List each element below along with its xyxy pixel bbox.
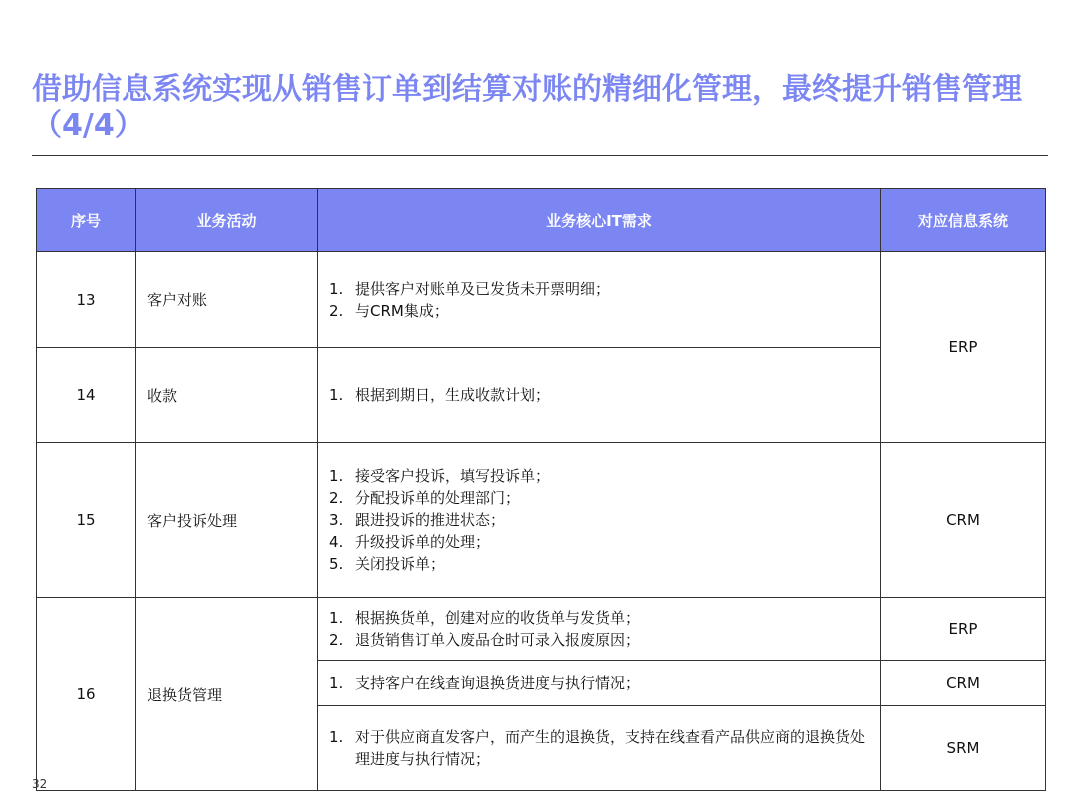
list-item: 3. 跟进投诉的推进状态； xyxy=(329,511,506,529)
list-item: 2. 与CRM集成； xyxy=(329,301,449,320)
header-seq: 序号 xyxy=(37,189,136,252)
list-item: 1. 对于供应商直发客户，而产生的退换货，支持在线查看产品供应商的退换货处理进度与执行情况； xyxy=(329,728,866,768)
table-row xyxy=(37,598,1046,661)
requirements-cell xyxy=(318,706,881,791)
requirements-cell xyxy=(318,348,881,443)
list-item: 1. 提供客户对账单及已发货未开票明细； xyxy=(329,279,611,298)
header-system: 对应信息系统 xyxy=(881,189,1046,252)
list-item: 2. 分配投诉单的处理部门； xyxy=(329,489,521,507)
system-cell: ERP xyxy=(881,598,1046,661)
seq-cell: 14 xyxy=(37,348,136,443)
system-cell: ERP xyxy=(881,252,1046,443)
list-item: 2. 退货销售订单入废品仓时可录入报废原因； xyxy=(329,631,641,649)
list-item: 1. 根据到期日，生成收款计划； xyxy=(329,386,551,404)
list-item: 4. 升级投诉单的处理； xyxy=(329,533,491,551)
table-row xyxy=(37,443,1046,598)
seq-cell: 13 xyxy=(37,252,136,348)
table-row xyxy=(37,252,1046,348)
requirements-cell xyxy=(318,661,881,706)
system-cell: CRM xyxy=(881,661,1046,706)
page-number: 32 xyxy=(32,777,48,791)
it-requirements-table xyxy=(36,188,1046,791)
list-item: 1. 支持客户在线查询退换货进度与执行情况； xyxy=(329,674,641,692)
requirements-cell xyxy=(318,252,881,348)
system-cell: SRM xyxy=(881,706,1046,791)
list-item: 1. 接受客户投诉，填写投诉单； xyxy=(329,467,551,485)
requirements-cell xyxy=(318,443,881,598)
activity-cell: 客户投诉处理 xyxy=(136,443,318,598)
activity-cell: 收款 xyxy=(136,348,318,443)
title-divider xyxy=(32,155,1048,156)
page-title: 借助信息系统实现从销售订单到结算对账的精细化管理，最终提升销售管理（4/4） xyxy=(32,72,1022,143)
system-cell: CRM xyxy=(881,443,1046,598)
activity-cell: 客户对账 xyxy=(136,252,318,348)
seq-cell: 16 xyxy=(37,598,136,791)
list-item: 1. 根据换货单，创建对应的收货单与发货单； xyxy=(329,609,641,627)
seq-cell: 15 xyxy=(37,443,136,598)
header-activity: 业务活动 xyxy=(136,189,318,252)
table-header-row xyxy=(37,189,1046,252)
list-item: 5. 关闭投诉单； xyxy=(329,555,446,573)
header-requirements: 业务核心IT需求 xyxy=(318,189,881,252)
activity-cell: 退换货管理 xyxy=(136,598,318,791)
requirements-cell xyxy=(318,598,881,661)
